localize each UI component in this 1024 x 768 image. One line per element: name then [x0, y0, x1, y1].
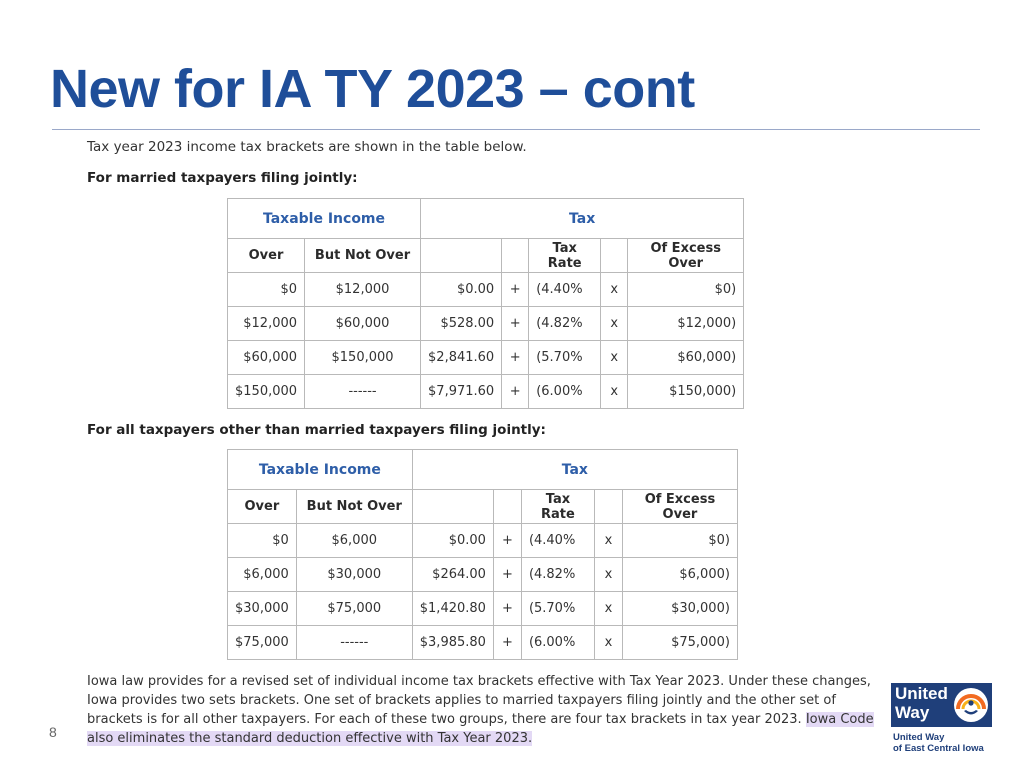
- cell-over: $12,000: [228, 307, 305, 341]
- cell-plus: +: [502, 273, 529, 307]
- cell-tax-rate: (6.00%: [521, 626, 594, 660]
- slide-title: New for IA TY 2023 – cont: [50, 59, 695, 119]
- cell-tax-rate: (4.82%: [529, 307, 601, 341]
- group-header-taxable-income: Taxable Income: [228, 199, 421, 239]
- table-row: [228, 524, 738, 558]
- col-header-but-not-over: But Not Over: [296, 490, 412, 524]
- cell-but-not-over: $30,000: [296, 558, 412, 592]
- cell-base-tax: $7,971.60: [421, 375, 502, 409]
- cell-plus: +: [493, 524, 521, 558]
- col-header-blank: [493, 490, 521, 524]
- cell-tax-rate: (5.70%: [521, 592, 594, 626]
- cell-times: x: [594, 524, 622, 558]
- group-header-tax: Tax: [412, 450, 737, 490]
- cell-tax-rate: (4.40%: [521, 524, 594, 558]
- title-divider: [52, 129, 980, 130]
- cell-plus: +: [502, 307, 529, 341]
- col-header-blank: [421, 239, 502, 273]
- cell-tax-rate: (5.70%: [529, 341, 601, 375]
- cell-but-not-over: $150,000: [305, 341, 421, 375]
- section-heading-other: For all taxpayers other than married taxpayers filing jointly:: [87, 422, 546, 438]
- cell-base-tax: $0.00: [421, 273, 502, 307]
- cell-times: x: [594, 592, 622, 626]
- col-header-of-excess-over: Of Excess Over: [622, 490, 737, 524]
- cell-tax-rate: (4.82%: [521, 558, 594, 592]
- table-row: [228, 341, 744, 375]
- cell-plus: +: [493, 592, 521, 626]
- united-way-logo: [891, 683, 992, 727]
- paragraph-text: Iowa law provides for a revised set of individual income tax brackets effective with Tax Year 2023. Under these changes, Iowa provides two sets brackets. One set of brackets applies to married taxpayers filing jointly and the other set of brackets is for all other taxpayers. For each of these two groups, there are four tax brackets in tax year 2023.: [87, 674, 871, 727]
- col-header-over: Over: [228, 239, 305, 273]
- section-heading-married: For married taxpayers filing jointly:: [87, 170, 358, 186]
- cell-but-not-over: $75,000: [296, 592, 412, 626]
- table-row: [228, 273, 744, 307]
- cell-but-not-over: ------: [305, 375, 421, 409]
- col-header-blank: [601, 239, 628, 273]
- cell-base-tax: $1,420.80: [412, 592, 493, 626]
- col-header-blank: [502, 239, 529, 273]
- table-row: [228, 558, 738, 592]
- highlighted-text: Iowa Code also eliminates the standard deduction effective with Tax Year 2023.: [87, 712, 874, 746]
- cell-plus: +: [493, 558, 521, 592]
- cell-base-tax: $2,841.60: [421, 341, 502, 375]
- cell-times: x: [601, 375, 628, 409]
- col-header-blank: [412, 490, 493, 524]
- cell-but-not-over: $60,000: [305, 307, 421, 341]
- cell-excess: $6,000): [622, 558, 737, 592]
- tax-table-married: [227, 198, 744, 409]
- cell-times: x: [594, 626, 622, 660]
- cell-plus: +: [502, 375, 529, 409]
- table-row: [228, 375, 744, 409]
- table-row: [228, 592, 738, 626]
- col-header-of-excess-over: Of Excess Over: [628, 239, 744, 273]
- col-header-over: Over: [228, 490, 297, 524]
- table-row: [228, 626, 738, 660]
- cell-tax-rate: (6.00%: [529, 375, 601, 409]
- cell-excess: $0): [622, 524, 737, 558]
- explanation-paragraph: [87, 672, 877, 748]
- cell-base-tax: $528.00: [421, 307, 502, 341]
- col-header-blank: [594, 490, 622, 524]
- cell-excess: $75,000): [622, 626, 737, 660]
- cell-over: $0: [228, 524, 297, 558]
- cell-excess: $150,000): [628, 375, 744, 409]
- cell-base-tax: $3,985.80: [412, 626, 493, 660]
- cell-times: x: [594, 558, 622, 592]
- cell-times: x: [601, 307, 628, 341]
- col-header-tax-rate: Tax Rate: [529, 239, 601, 273]
- cell-base-tax: $264.00: [412, 558, 493, 592]
- cell-excess: $60,000): [628, 341, 744, 375]
- cell-excess: $12,000): [628, 307, 744, 341]
- table-row: [228, 307, 744, 341]
- cell-plus: +: [502, 341, 529, 375]
- cell-over: $150,000: [228, 375, 305, 409]
- cell-base-tax: $0.00: [412, 524, 493, 558]
- cell-times: x: [601, 273, 628, 307]
- tax-table-other: [227, 449, 738, 660]
- col-header-but-not-over: But Not Over: [305, 239, 421, 273]
- cell-over: $60,000: [228, 341, 305, 375]
- group-header-tax: Tax: [421, 199, 744, 239]
- cell-excess: $30,000): [622, 592, 737, 626]
- cell-over: $0: [228, 273, 305, 307]
- cell-times: x: [601, 341, 628, 375]
- cell-but-not-over: $6,000: [296, 524, 412, 558]
- cell-but-not-over: ------: [296, 626, 412, 660]
- cell-over: $30,000: [228, 592, 297, 626]
- logo-wordmark: United Way: [895, 684, 948, 722]
- intro-text: Tax year 2023 income tax brackets are shown in the table below.: [87, 139, 527, 155]
- logo-caption: United Way of East Central Iowa: [893, 732, 984, 754]
- cell-but-not-over: $12,000: [305, 273, 421, 307]
- hand-person-rainbow-icon: [953, 687, 989, 723]
- col-header-tax-rate: Tax Rate: [521, 490, 594, 524]
- cell-tax-rate: (4.40%: [529, 273, 601, 307]
- cell-excess: $0): [628, 273, 744, 307]
- cell-over: $6,000: [228, 558, 297, 592]
- page-number: 8: [49, 724, 57, 740]
- cell-plus: +: [493, 626, 521, 660]
- cell-over: $75,000: [228, 626, 297, 660]
- group-header-taxable-income: Taxable Income: [228, 450, 413, 490]
